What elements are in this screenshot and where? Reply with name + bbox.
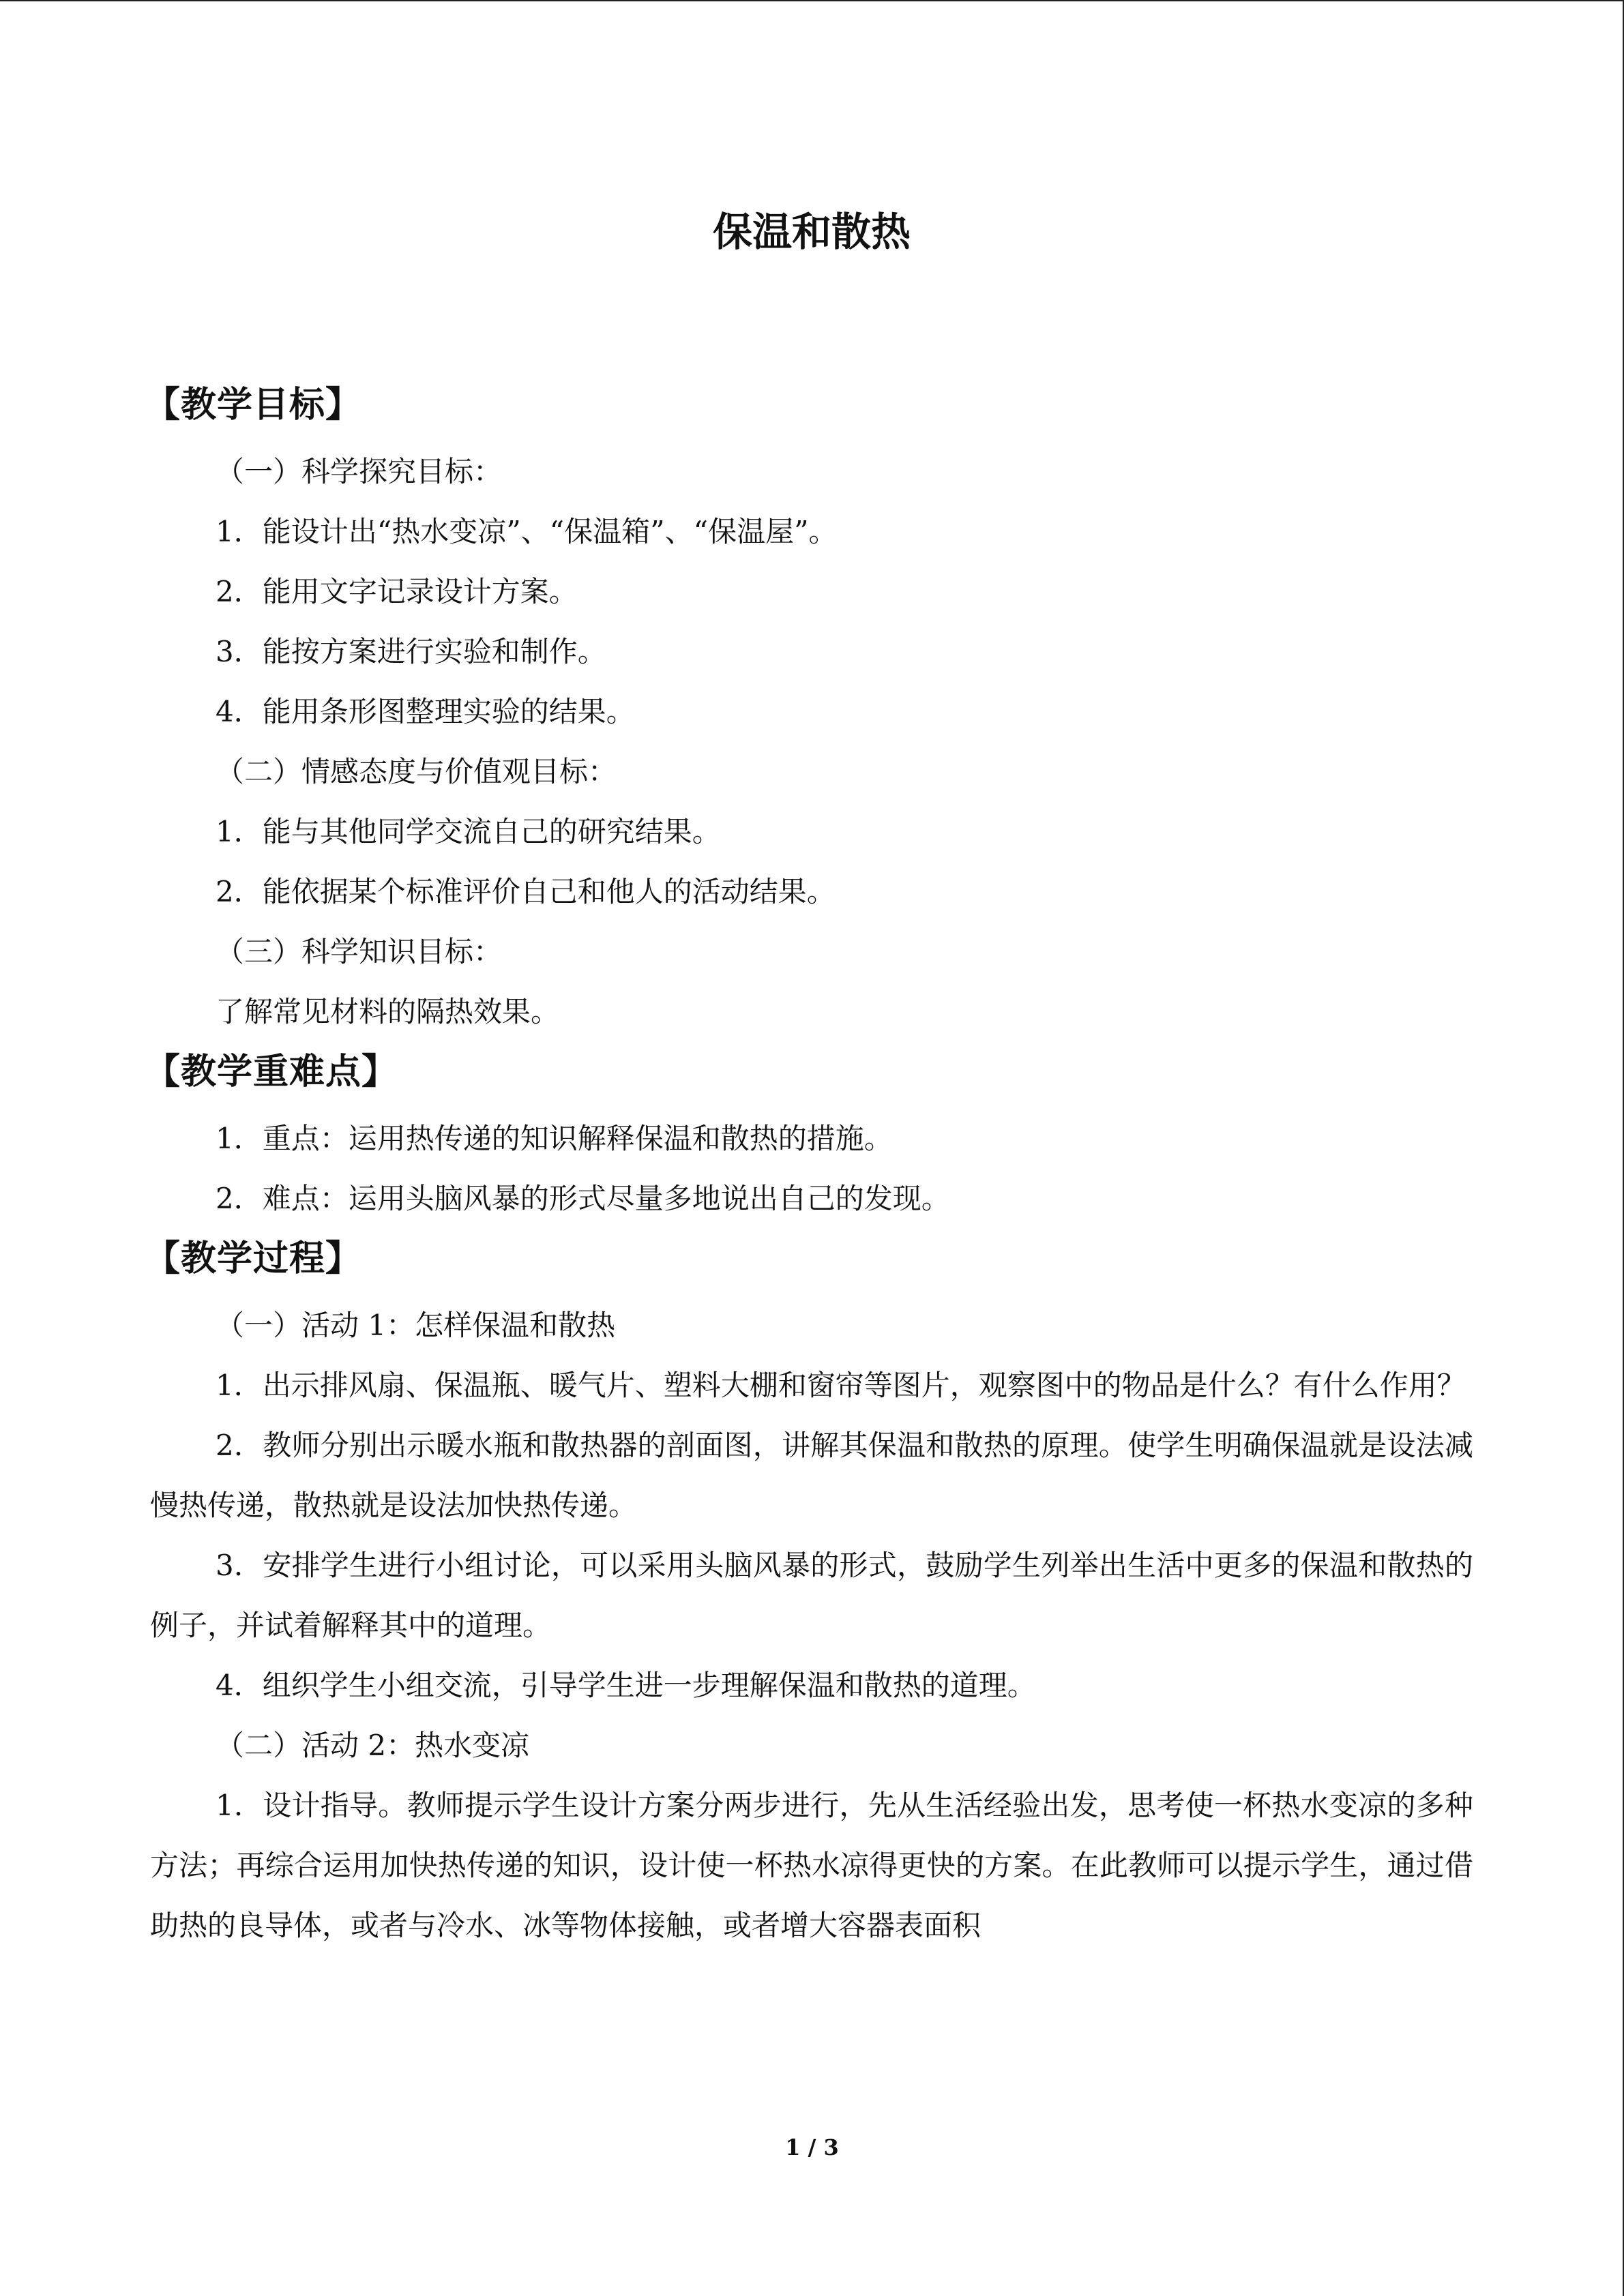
list-item: 2．难点：运用头脑风暴的形式尽量多地说出自己的发现。 [216, 1182, 950, 1215]
section-key-points [145, 1042, 1473, 1229]
list-item: 2．能用文字记录设计方案。 [216, 575, 578, 608]
section-heading: 【教学重难点】 [145, 1052, 398, 1092]
list-item: 1．重点：运用热传递的知识解释保温和散热的措施。 [216, 1122, 893, 1155]
page-number: 1 / 3 [785, 2134, 839, 2160]
document-body [145, 205, 1473, 1956]
section-heading: 【教学过程】 [145, 1238, 362, 1279]
list-item: 3．能按方案进行实验和制作。 [216, 635, 606, 668]
subheading: （一）科学探究目标： [216, 455, 503, 488]
subheading: （一）活动 1：怎样保温和散热 [216, 1309, 616, 1342]
page-title: 保温和散热 [712, 209, 911, 255]
paragraph: 1．设计指导。教师提示学生设计方案分两步进行，先从生活经验出发，思考使一杯热水变凉的多种方法；再综合运用加快热传递的知识，设计使一杯热水凉得更快的方案。在此教师可以提示学生，通过借助热的良导体，或者与冷水、冰等物体接触，或者增大容器表面积 [150, 1789, 1473, 1942]
section-heading: 【教学目标】 [145, 385, 362, 426]
page-border-top [0, 0, 1624, 1]
subheading: （二）情感态度与价值观目标： [216, 755, 617, 788]
paragraph: 2．教师分别出示暖水瓶和散热器的剖面图，讲解其保温和散热的原理。使学生明确保温就是设法减慢热传递，散热就是设法加快热传递。 [150, 1429, 1473, 1522]
subheading: （三）科学知识目标： [216, 935, 503, 968]
list-item: 2．能依据某个标准评价自己和他人的活动结果。 [216, 875, 836, 908]
section-process [145, 1229, 1473, 1956]
paragraph: 3．安排学生进行小组讨论，可以采用头脑风暴的形式，鼓励学生列举出生活中更多的保温和散热的例子，并试着解释其中的道理。 [150, 1549, 1473, 1642]
list-item: 1．能与其他同学交流自己的研究结果。 [216, 815, 721, 848]
paragraph: 4．组织学生小组交流，引导学生进一步理解保温和散热的道理。 [216, 1669, 1036, 1702]
list-item: 4．能用条形图整理实验的结果。 [216, 695, 635, 728]
list-item: 了解常见材料的隔热效果。 [216, 995, 560, 1028]
subheading: （二）活动 2：热水变凉 [216, 1729, 530, 1762]
paragraph: 1．出示排风扇、保温瓶、暖气片、塑料大棚和窗帘等图片，观察图中的物品是什么？有什么作用？ [216, 1369, 1466, 1402]
section-objectives [145, 375, 1473, 1042]
list-item: 1．能设计出“热水变凉”、“保温箱”、“保温屋”。 [216, 515, 838, 548]
